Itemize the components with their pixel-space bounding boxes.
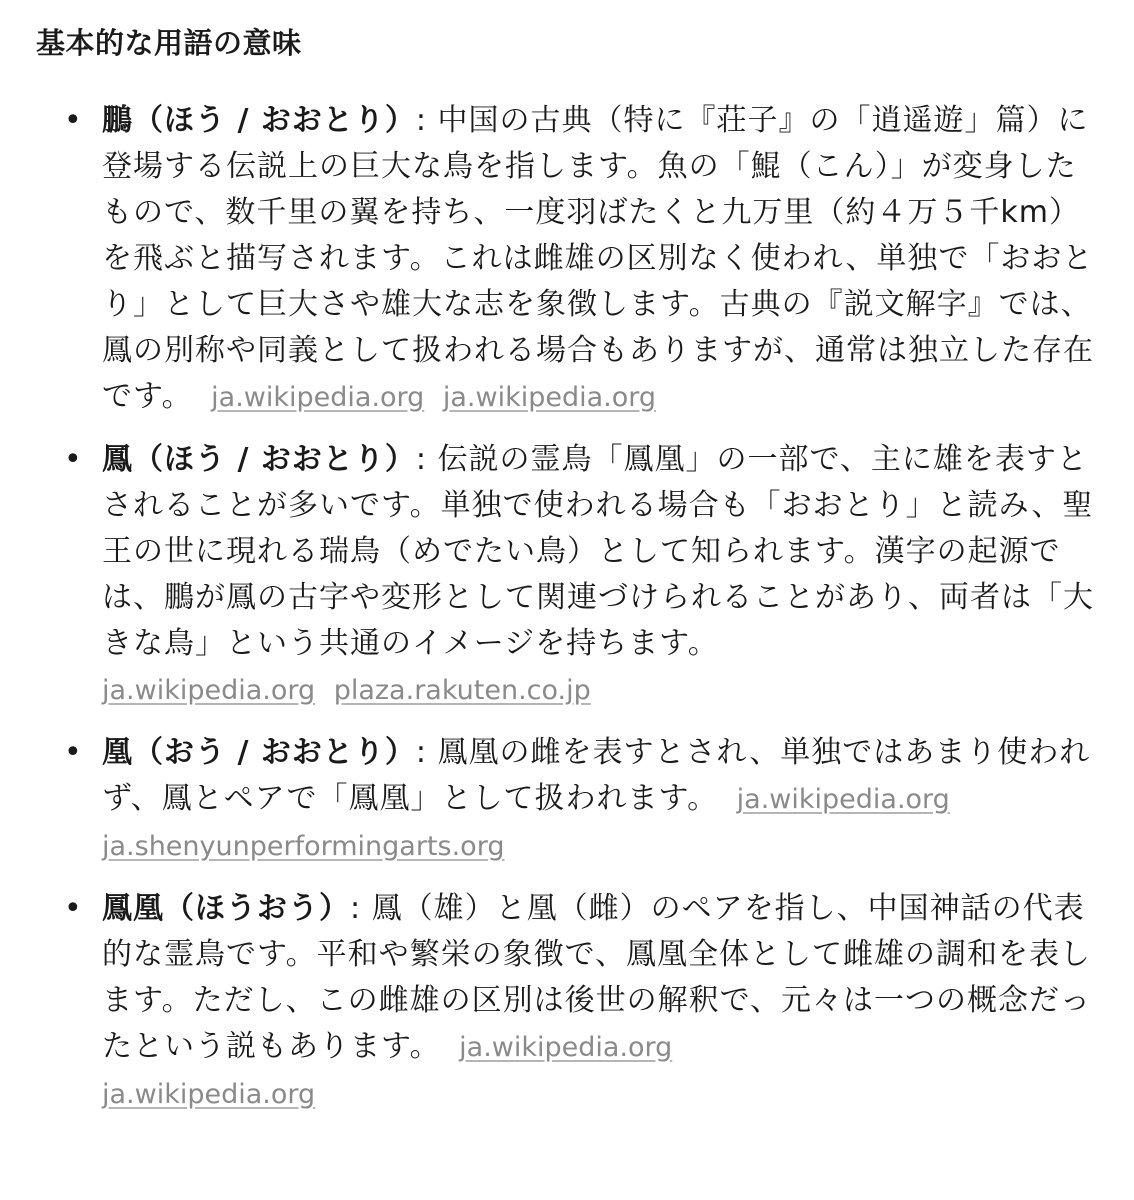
term-list: [36, 98, 1098, 1118]
bullet-icon: •: [64, 735, 83, 770]
term-name: 凰（おう / おおとり）: [102, 735, 416, 770]
source-link[interactable]: ja.wikipedia.org: [102, 1079, 316, 1110]
term-description: : 鳳（雄）と凰（雌）のペアを指し、中国神話の代表的な霊鳥です。平和や繁栄の象徴で、鳳凰全体として雌雄の調和を表します。ただし、この雌雄の区別は後世の解釈で、元々は一つの概念だったという説もあります。: [102, 891, 1091, 1064]
bullet-icon: •: [64, 891, 83, 926]
list-item-feng: [36, 437, 1102, 714]
list-item-huang: [36, 730, 1102, 870]
term-name: 鳳（ほう / おおとり）: [102, 442, 416, 477]
list-item-peng: [36, 98, 1102, 421]
term-description: : 中国の古典（特に『荘子』の「逍遥遊」篇）に登場する伝説上の巨大な鳥を指します。魚の「鯤（こん）」が変身したもので、数千里の翼を持ち、一度羽ばたくと九万里（約４万５千km）を飛ぶと描写されます。これは雌雄の区別なく使われ、単独で「おおとり」として巨大さや雄大な志を象徴します。古典の『説文解字』では、鳳の別称や同義として扱われる場合もありますが、通常は独立した存在です。: [102, 103, 1094, 414]
term-name: 鳳凰（ほうおう）: [102, 891, 350, 926]
section-heading: 基本的な用語の意味: [36, 26, 302, 60]
source-links: [203, 379, 656, 414]
source-link[interactable]: ja.wikipedia.org: [442, 382, 657, 413]
term-description: : 鳳凰の雌を表すとされ、単独ではあまり使われず、鳳とペアで「鳳凰」として扱われます。: [102, 735, 1091, 816]
source-link[interactable]: plaza.rakuten.co.jp: [333, 675, 591, 706]
term-name: 鵬（ほう / おおとり）: [102, 103, 416, 138]
source-links: [102, 672, 591, 707]
source-link[interactable]: ja.shenyunperformingarts.org: [102, 831, 505, 862]
source-link[interactable]: ja.wikipedia.org: [459, 1032, 673, 1063]
term-description: : 伝説の霊鳥「鳳凰」の一部で、主に雄を表すとされることが多いです。単独で使われる場合も「おおとり」と読み、聖王の世に現れる瑞鳥（めでたい鳥）として知られます。漢字の起源では、鵬が鳳の古字や変形として関連づけられることがあり、両者は「大きな鳥」という共通のイメージを持ちます。: [102, 442, 1094, 661]
bullet-icon: •: [64, 442, 83, 477]
source-link[interactable]: ja.wikipedia.org: [102, 675, 316, 706]
source-link[interactable]: ja.wikipedia.org: [211, 382, 425, 413]
source-link[interactable]: ja.wikipedia.org: [736, 784, 950, 815]
bullet-icon: •: [64, 103, 83, 138]
list-item-fenghuang: [36, 886, 1102, 1118]
